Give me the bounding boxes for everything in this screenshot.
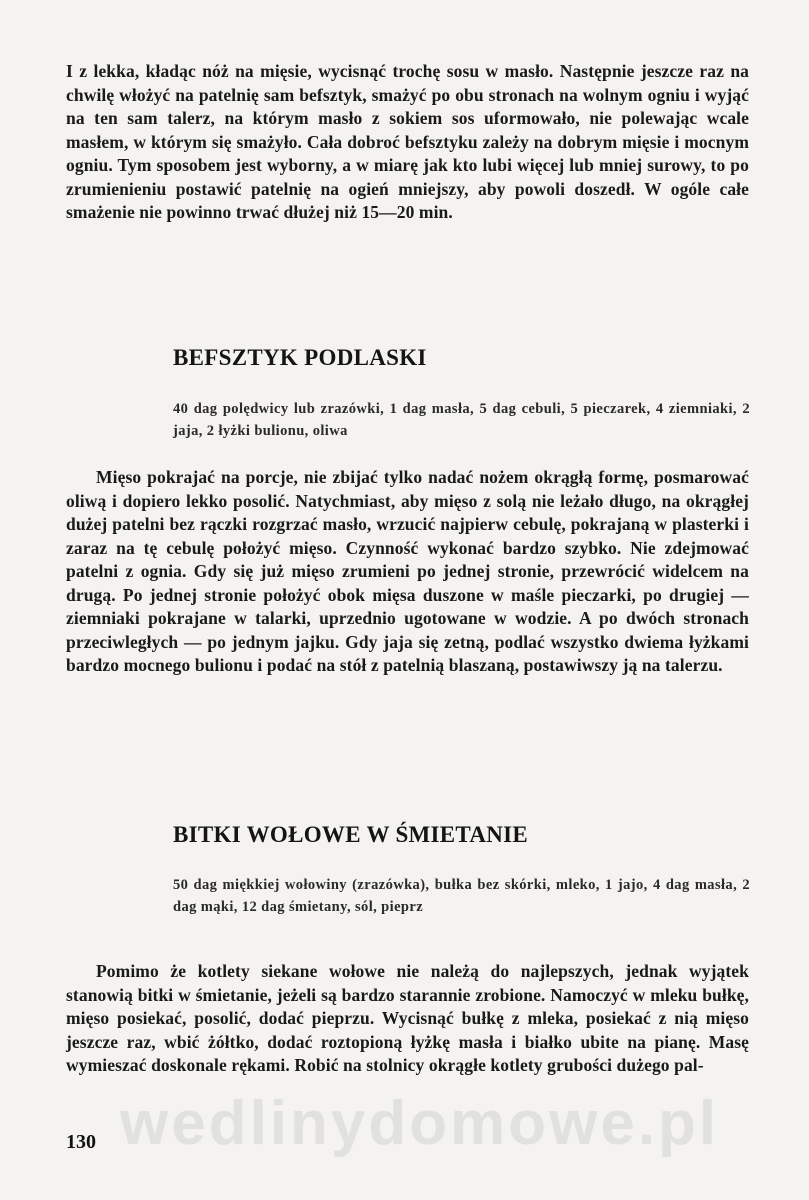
page-number: 130 xyxy=(66,1131,96,1153)
recipe-instructions-befsztyk-podlaski: Mięso pokrajać na porcje, nie zbijać tylko nadać nożem okrągłą formę, posmarować oliwą i dopiero lekko posolić. Natychmiast, aby mięso z solą nie leżało długo, na okrągłej dużej patelni bez rączki rozgrzać masło, wrzucić najpierw cebulę, pokrajaną w plasterki i zaraz na tę cebulę położyć mięso. Czynność wykonać bardzo szybko. Nie zdejmować patelni z ognia. Gdy się już mięso zrumieni po jednej stronie, przewrócić widelcem na drugą. Po jednej stronie położyć obok mięsa duszone w maśle pieczarki, po drugiej — ziemniaki pokrajane w talarki, uprzednio ugotowane w wodzie. A po dwóch stronach przeciwległych — po jednym jajku. Gdy jaja się zetną, podlać wszystko dwiema łyżkami bardzo mocnego bulionu i podać na stół z patelnią blaszaną, postawiwszy ją na talerzu. xyxy=(66,467,749,675)
recipe-ingredients-bitki-wolowe: 50 dag miękkiej wołowiny (zrazówka), bułka bez skórki, mleko, 1 jajo, 4 dag masła, 2 dag mąki, 12 dag śmietany, sól, pieprz xyxy=(173,877,750,915)
intro-paragraph: I z lekka, kładąc nóż na mięsie, wycisnąć trochę sosu w masło. Następnie jeszcze raz na chwilę włożyć na patelnię sam befsztyk, smażyć po obu stronach na wolnym ogniu i wyjąć na ten sam talerz, na którym masło z sokiem sos uformowało, nie polewając wcale masłem, w którym się smażyło. Cała dobroć befsztyku zależy na dobrym mięsie i mocnym ogniu. Tym sposobem jest wyborny, a w miarę jak kto lubi więcej lub mniej surowy, to po zrumienieniu postawić patelnię na ogień mniejszy, aby powoli doszedł. W ogóle całe smażenie nie powinno trwać dłużej niż 15—20 min. xyxy=(66,61,749,222)
watermark: wedlinydomowe.pl xyxy=(120,1089,720,1158)
recipe-title-befsztyk-podlaski: BEFSZTYK PODLASKI xyxy=(173,345,427,370)
recipe-title-bitki-wolowe: BITKI WOŁOWE W ŚMIETANIE xyxy=(173,822,529,847)
recipe-ingredients-befsztyk-podlaski: 40 dag polędwicy lub zrazówki, 1 dag masła, 5 dag cebuli, 5 pieczarek, 4 ziemniaki, 2 jaja, 2 łyżki bulionu, oliwa xyxy=(173,401,750,439)
recipe-instructions-bitki-wolowe: Pomimo że kotlety siekane wołowe nie należą do najlepszych, jednak wyjątek stanowią bitki w śmietanie, jeżeli są bardzo starannie zrobione. Namoczyć w mleku bułkę, mięso posiekać, posolić, dodać pieprzu. Wycisnąć bułkę z mleka, posiekać z nią mięso jeszcze raz, wbić żółtko, dodać roztopioną łyżkę masła i białko ubite na pianę. Masę wymieszać doskonale rękami. Robić na stolnicy okrągłe kotlety grubości dużego pal- xyxy=(66,961,749,1075)
